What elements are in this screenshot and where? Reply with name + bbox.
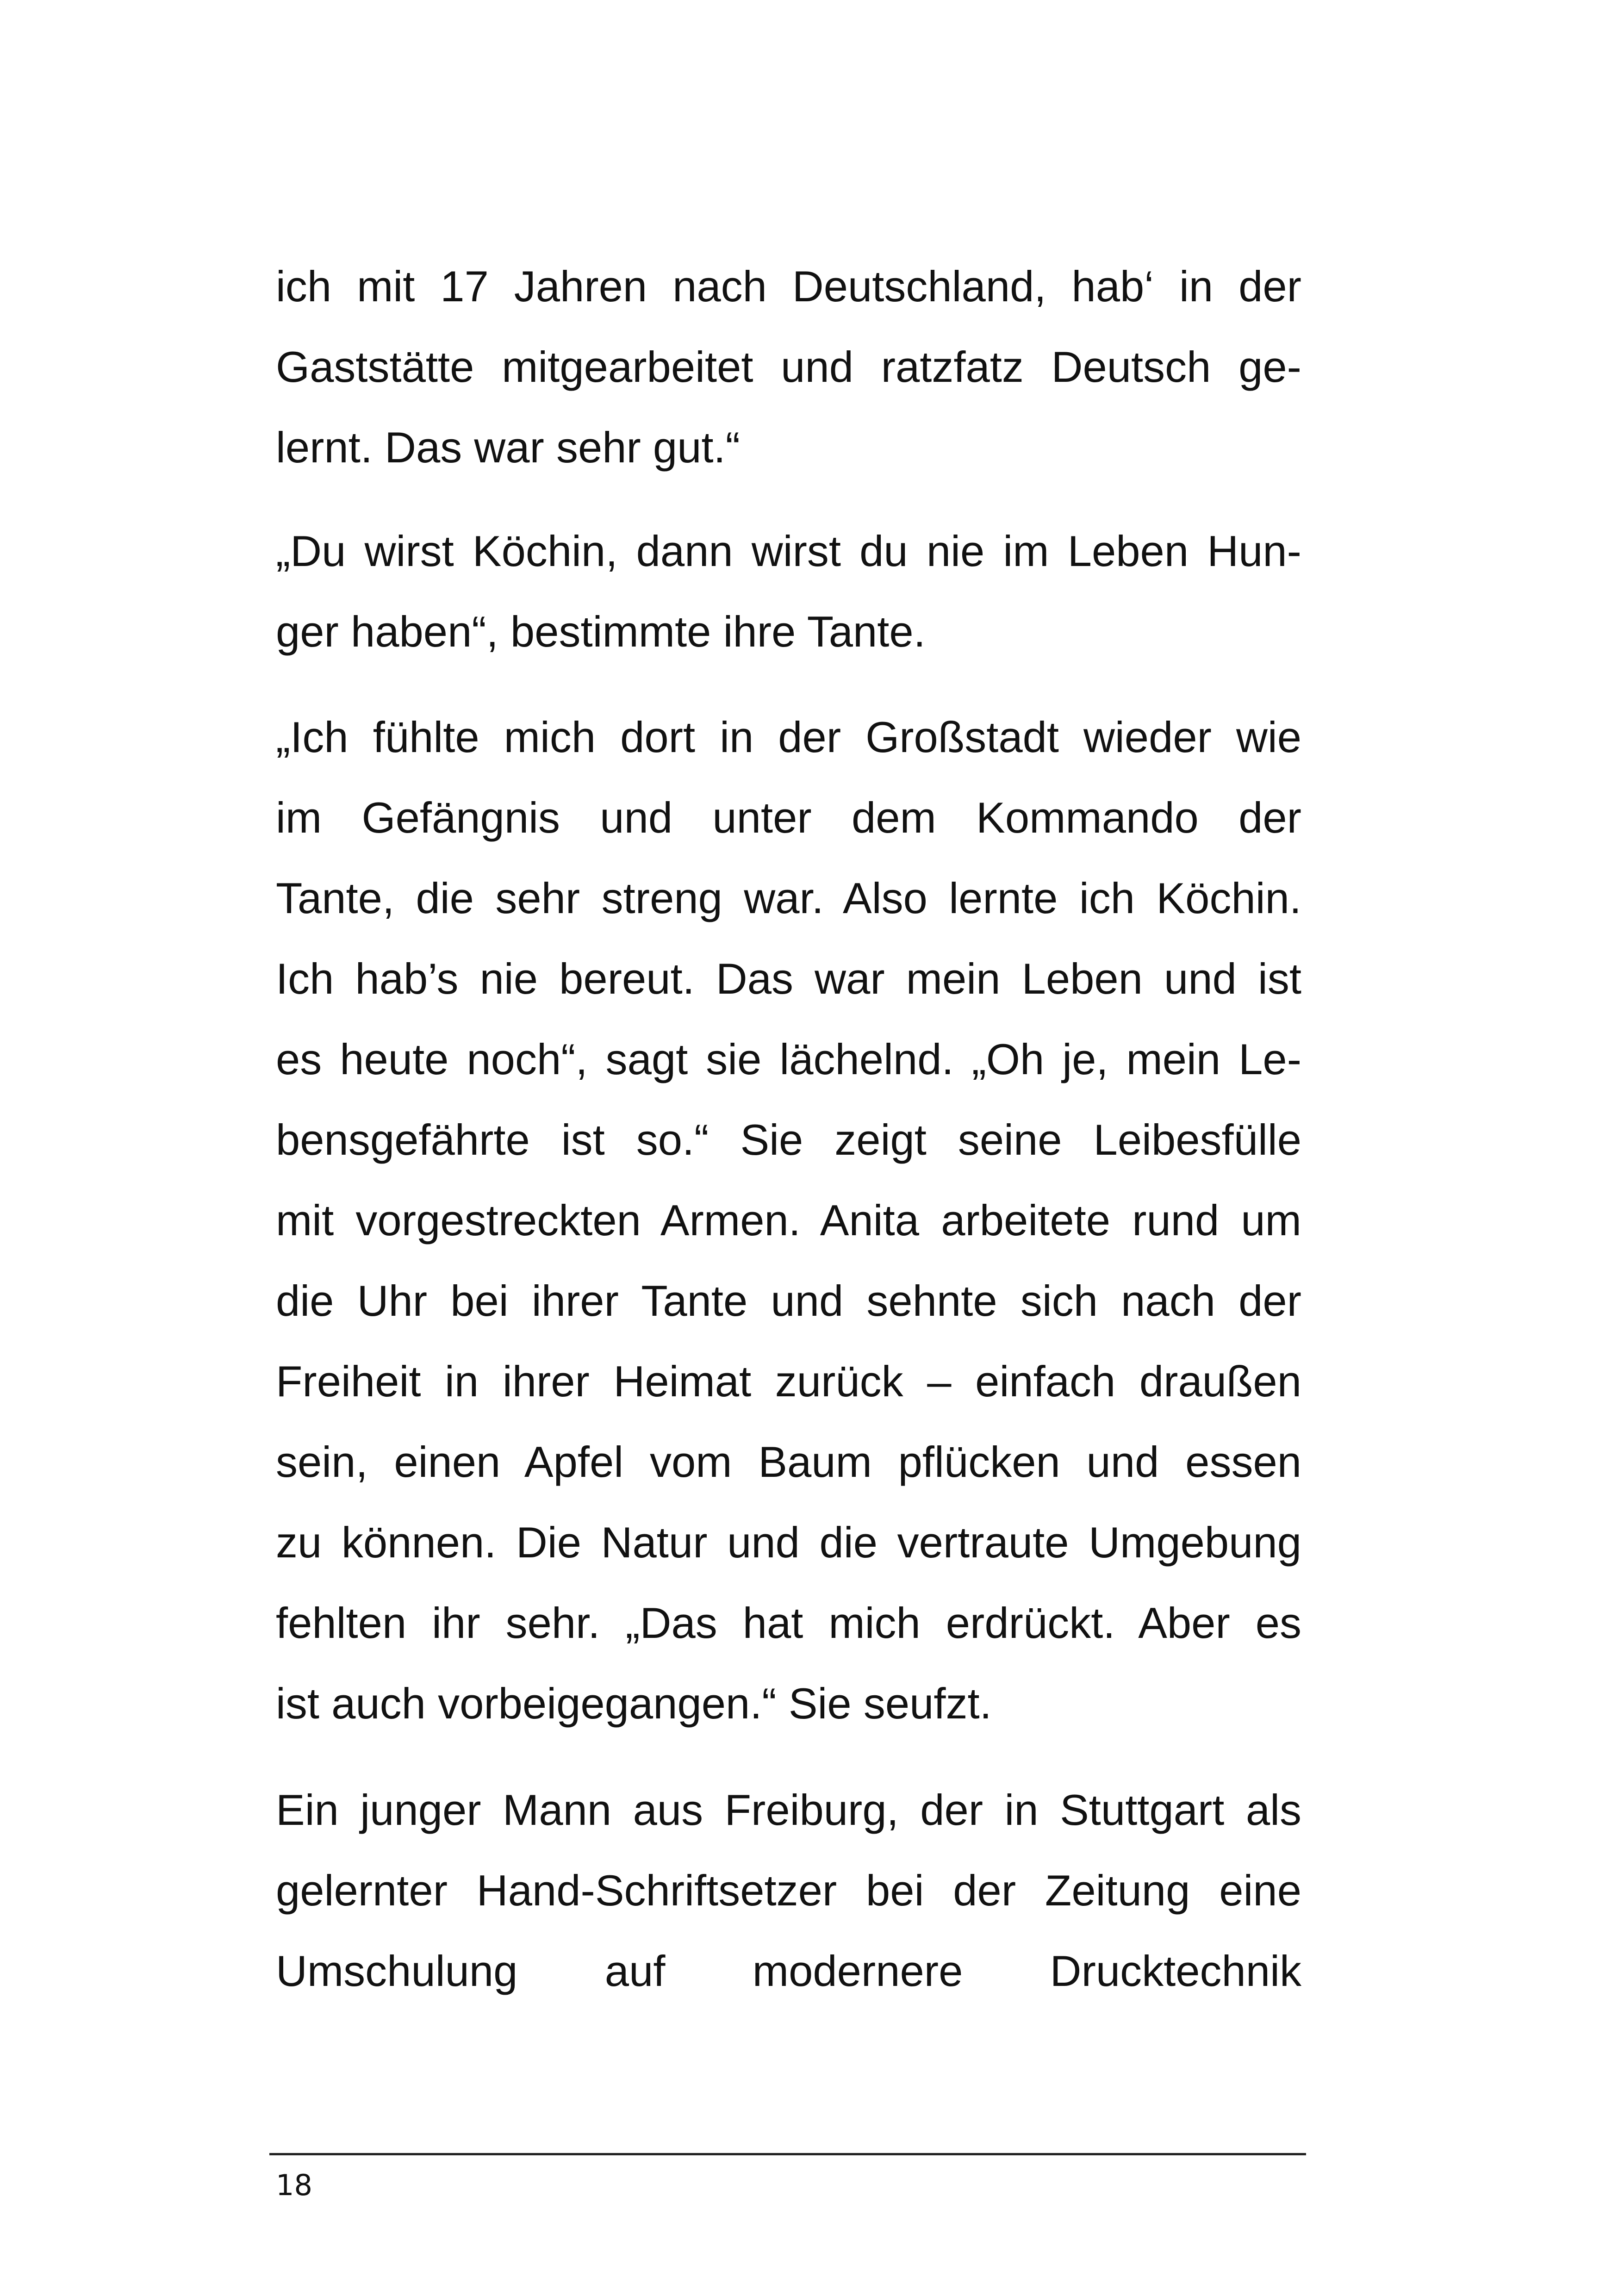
text-line: ger haben“, bestimmte ihre Tante.: [276, 607, 926, 656]
text-line: Tante, die sehr streng war. Also lernte ich Köchin.: [276, 874, 1301, 922]
text-line: bensgefährte ist so.“ Sie zeigt seine Leibesfülle: [276, 1115, 1301, 1164]
text-line: mit vorgestreckten Armen. Anita arbeitete rund um: [276, 1196, 1301, 1244]
text-line: fehlten ihr sehr. „Das hat mich erdrückt. Aber es: [276, 1599, 1301, 1647]
body-text: [276, 246, 1301, 2011]
paragraph-1: [276, 246, 1301, 488]
text-line: sein, einen Apfel vom Baum pflücken und essen: [276, 1437, 1301, 1486]
text-line: ich mit 17 Jahren nach Deutschland, hab‘ in der: [276, 262, 1301, 311]
text-line: Ein junger Mann aus Freiburg, der in Stuttgart als: [276, 1786, 1301, 1834]
text-line: ist auch vorbeigegangen.“ Sie seufzt.: [276, 1679, 992, 1728]
text-line: „Ich fühlte mich dort in der Großstadt wieder wie: [276, 713, 1301, 761]
text-line: „Du wirst Köchin, dann wirst du nie im Leben Hun-: [276, 527, 1301, 575]
paragraph-4: [276, 1770, 1301, 2011]
text-line: Freiheit in ihrer Heimat zurück – einfach draußen: [276, 1357, 1301, 1406]
text-line: zu können. Die Natur und die vertraute Umgebung: [276, 1518, 1301, 1567]
paragraph-3: [276, 697, 1301, 1744]
footer-divider: [269, 2153, 1306, 2155]
text-line: Umschulung auf modernere Drucktechnik: [276, 1947, 1301, 1995]
page-number: 18: [276, 2168, 312, 2202]
text-line: gelernter Hand-Schriftsetzer bei der Zeitung eine: [276, 1866, 1301, 1915]
text-line: lernt. Das war sehr gut.“: [276, 423, 741, 472]
text-line: die Uhr bei ihrer Tante und sehnte sich nach der: [276, 1276, 1301, 1325]
paragraph-2: [276, 511, 1301, 672]
text-line: Gaststätte mitgearbeitet und ratzfatz Deutsch ge-: [276, 342, 1301, 391]
text-line: es heute noch“, sagt sie lächelnd. „Oh je, mein Le-: [276, 1035, 1301, 1083]
text-line: Ich hab’s nie bereut. Das war mein Leben und ist: [276, 954, 1301, 1003]
text-line: im Gefängnis und unter dem Kommando der: [276, 793, 1301, 842]
